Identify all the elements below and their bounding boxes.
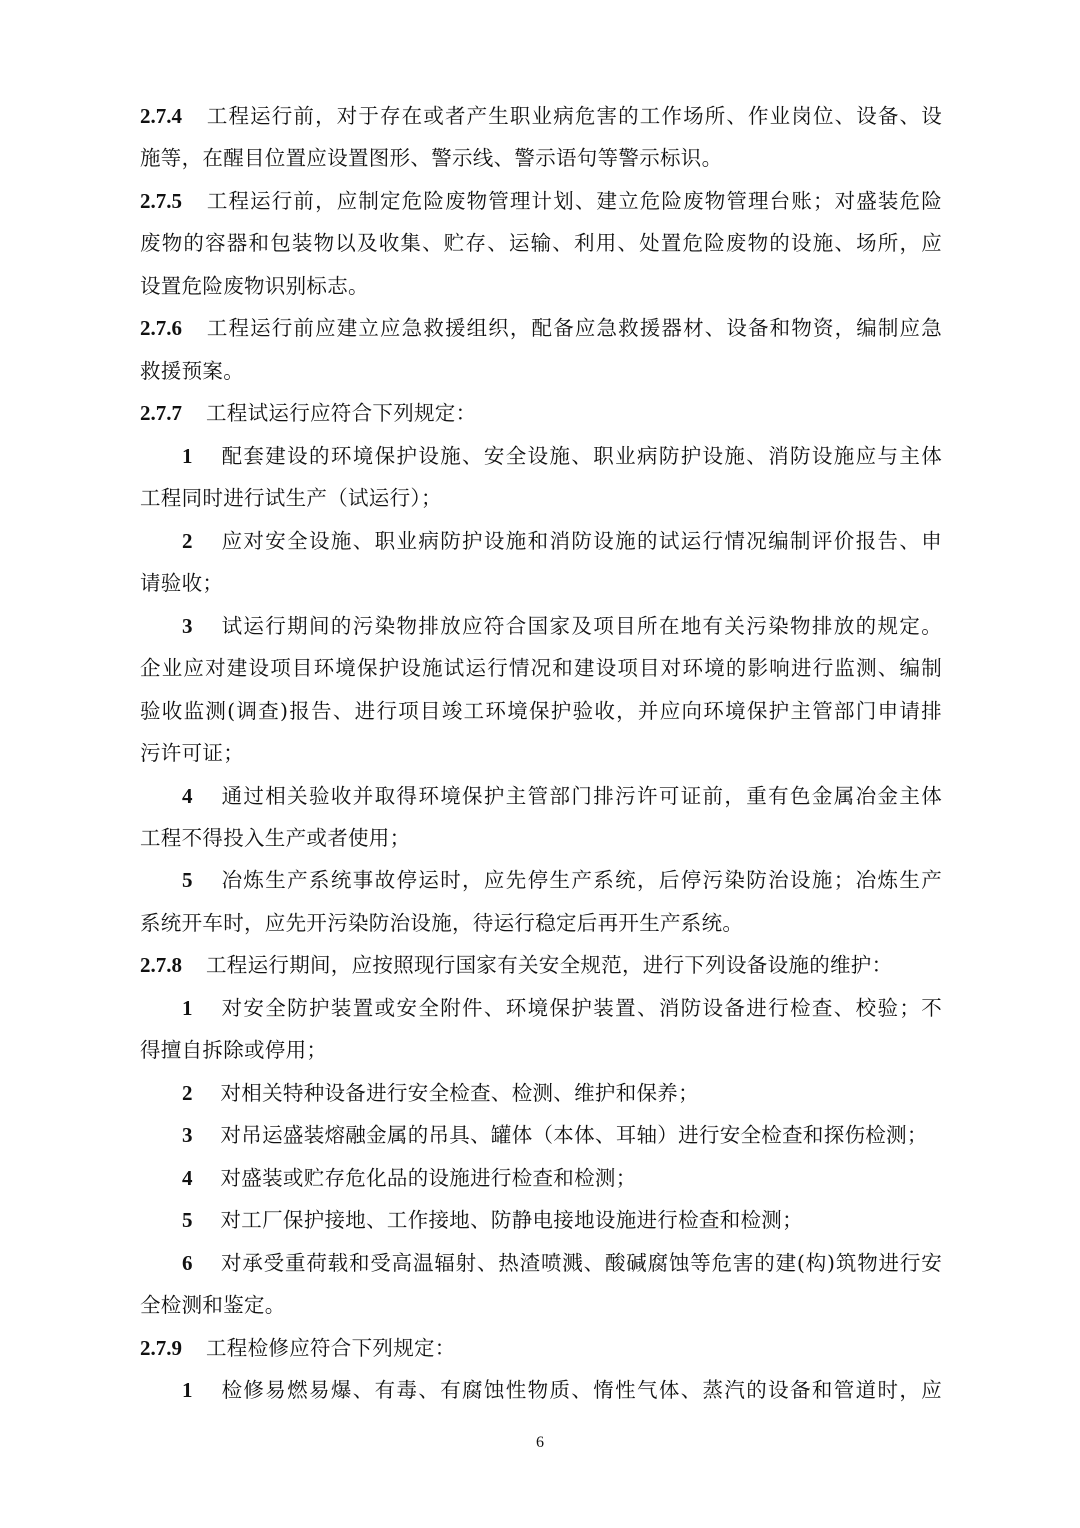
item-number: 4 bbox=[182, 784, 193, 808]
clause-2-7-5-line-1 bbox=[140, 184, 942, 218]
item-text: 对安全防护装置或安全附件、环境保护装置、消防设备进行检查、校验；不 bbox=[220, 996, 942, 1020]
clause-number: 2.7.4 bbox=[140, 104, 182, 128]
clause-text: 工程试运行应符合下列规定： bbox=[206, 401, 477, 425]
item-number: 5 bbox=[182, 868, 193, 892]
item-2-7-8-4-line-1 bbox=[140, 1161, 942, 1195]
clause-number: 2.7.5 bbox=[140, 189, 182, 213]
clause-2-7-8-line-1 bbox=[140, 948, 942, 982]
item-text: 冶炼生产系统事故停运时，应先停生产系统，后停污染防治设施；冶炼生产 bbox=[220, 868, 942, 892]
item-number: 1 bbox=[182, 1378, 193, 1402]
item-text: 对工厂保护接地、工作接地、防静电接地设施进行检查和检测； bbox=[220, 1208, 803, 1232]
item-2-7-8-2-line-1 bbox=[140, 1076, 942, 1110]
item-number: 3 bbox=[182, 1123, 193, 1147]
clause-text: 工程运行期间，应按照现行国家有关安全规范，进行下列设备设施的维护： bbox=[206, 953, 893, 977]
item-2-7-7-4-line-2: 工程不得投入生产或者使用； bbox=[140, 826, 411, 850]
clause-number: 2.7.8 bbox=[140, 953, 182, 977]
item-2-7-8-5-line-1 bbox=[140, 1203, 942, 1237]
item-2-7-7-3-line-4: 污许可证； bbox=[140, 741, 244, 765]
item-2-7-8-1-line-1 bbox=[140, 991, 942, 1025]
item-text: 对盛装或贮存危化品的设施进行检查和检测； bbox=[220, 1166, 637, 1190]
clause-text: 工程运行前，应制定危险废物管理计划、建立危险废物管理台账；对盛装危险 bbox=[206, 189, 942, 213]
item-2-7-7-3-line-1 bbox=[140, 609, 942, 643]
item-2-7-8-6-line-2: 全检测和鉴定。 bbox=[140, 1293, 286, 1317]
item-2-7-7-3-line-2: 企业应对建设项目环境保护设施试运行情况和建设项目对环境的影响进行监测、编制 bbox=[140, 656, 942, 680]
item-2-7-7-2-line-1 bbox=[140, 524, 942, 558]
clause-2-7-5-line-2: 废物的容器和包装物以及收集、贮存、运输、利用、处置危险废物的设施、场所，应 bbox=[140, 231, 942, 255]
item-2-7-7-1-line-1 bbox=[140, 439, 942, 473]
clause-2-7-6-line-2: 救援预案。 bbox=[140, 359, 244, 383]
clause-text: 工程运行前应建立应急救援组织，配备应急救援器材、设备和物资，编制应急 bbox=[206, 316, 942, 340]
item-number: 3 bbox=[182, 614, 193, 638]
item-number: 5 bbox=[182, 1208, 193, 1232]
item-number: 2 bbox=[182, 529, 193, 553]
item-2-7-7-5-line-2: 系统开车时，应先开污染防治设施，待运行稳定后再开生产系统。 bbox=[140, 911, 744, 935]
item-2-7-7-3-line-3: 验收监测(调查)报告、进行项目竣工环境保护验收，并应向环境保护主管部门申请排 bbox=[140, 699, 942, 723]
clause-2-7-4-line-1 bbox=[140, 99, 942, 133]
item-text: 应对安全设施、职业病防护设施和消防设施的试运行情况编制评价报告、申 bbox=[220, 529, 942, 553]
item-2-7-8-6-line-1 bbox=[140, 1246, 942, 1280]
clause-2-7-4-line-2: 施等，在醒目位置应设置图形、警示线、警示语句等警示标识。 bbox=[140, 146, 723, 170]
item-number: 4 bbox=[182, 1166, 193, 1190]
item-2-7-7-4-line-1 bbox=[140, 779, 942, 813]
item-number: 2 bbox=[182, 1081, 193, 1105]
item-text: 对相关特种设备进行安全检查、检测、维护和保养； bbox=[220, 1081, 699, 1105]
clause-number: 2.7.6 bbox=[140, 316, 182, 340]
item-number: 1 bbox=[182, 996, 193, 1020]
item-2-7-7-1-line-2: 工程同时进行试生产（试运行）； bbox=[140, 486, 442, 510]
item-2-7-7-2-line-2: 请验收； bbox=[140, 571, 224, 595]
clause-2-7-9-line-1 bbox=[140, 1331, 942, 1365]
clause-2-7-5-line-3: 设置危险废物识别标志。 bbox=[140, 274, 369, 298]
item-number: 6 bbox=[182, 1251, 193, 1275]
item-2-7-9-1-line-1 bbox=[140, 1373, 942, 1407]
clause-text: 工程检修应符合下列规定： bbox=[206, 1336, 456, 1360]
clause-2-7-6-line-1 bbox=[140, 311, 942, 345]
item-text: 检修易燃易爆、有毒、有腐蚀性物质、惰性气体、蒸汽的设备和管道时，应 bbox=[220, 1378, 942, 1402]
item-number: 1 bbox=[182, 444, 193, 468]
clause-2-7-7-line-1 bbox=[140, 396, 942, 430]
clause-number: 2.7.9 bbox=[140, 1336, 182, 1360]
item-text: 对吊运盛装熔融金属的吊具、罐体（本体、耳轴）进行安全检查和探伤检测； bbox=[220, 1123, 928, 1147]
item-text: 试运行期间的污染物排放应符合国家及项目所在地有关污染物排放的规定。 bbox=[220, 614, 942, 638]
item-2-7-7-5-line-1 bbox=[140, 863, 942, 897]
page-number: 6 bbox=[536, 1434, 544, 1451]
clause-text: 工程运行前，对于存在或者产生职业病危害的工作场所、作业岗位、设备、设 bbox=[206, 104, 942, 128]
item-text: 配套建设的环境保护设施、安全设施、职业病防护设施、消防设施应与主体 bbox=[220, 444, 942, 468]
item-text: 对承受重荷载和受高温辐射、热渣喷溅、酸碱腐蚀等危害的建(构)筑物进行安 bbox=[220, 1251, 942, 1275]
item-text: 通过相关验收并取得环境保护主管部门排污许可证前，重有色金属冶金主体 bbox=[220, 784, 942, 808]
item-2-7-8-1-line-2: 得擅自拆除或停用； bbox=[140, 1038, 328, 1062]
item-2-7-8-3-line-1 bbox=[140, 1118, 942, 1152]
clause-number: 2.7.7 bbox=[140, 401, 182, 425]
